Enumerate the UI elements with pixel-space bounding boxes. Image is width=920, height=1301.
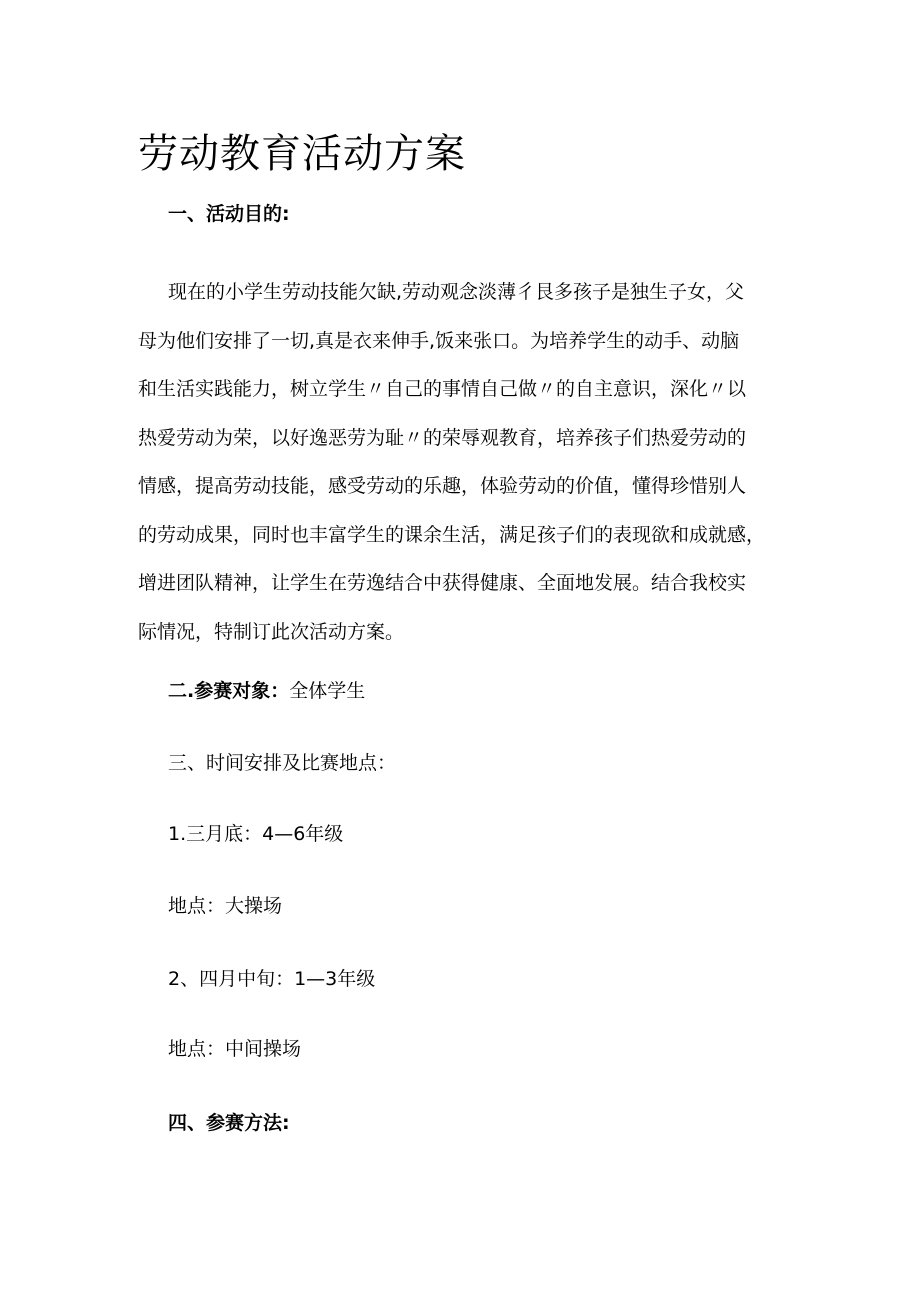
section3-item2-location: 地点：中间操场 (168, 1038, 302, 1060)
paragraph-line: 增进团队精神，让学生在劳逸结合中获得健康、全面地发展。结合我校实 (138, 572, 747, 594)
section3-item2: 2、四月中旬：1—3年级 (168, 968, 376, 990)
section2-value: 全体学生 (289, 680, 366, 702)
section3-item1: 1.三月底：4—6年级 (168, 823, 344, 845)
section2-heading: 二.参赛对象： (168, 680, 290, 702)
paragraph-line: 的劳动成果，同时也丰富学生的课余生活，满足孩子们的表现欲和成就感， (138, 523, 766, 546)
section3-heading: 三、时间安排及比赛地点： (168, 752, 397, 774)
section1-paragraph (138, 268, 788, 656)
paragraph-line: 情感，提高劳动技能，感受劳动的乐趣，体验劳动的价值，懂得珍惜别人 (138, 475, 747, 497)
section3-item1-location: 地点：大操场 (168, 895, 283, 917)
paragraph-line: 现在的小学生劳动技能欠缺,劳动观念淡薄彳艮多孩子是独生子女，父 (168, 281, 745, 303)
paragraph-line: 母为他们安排了一切,真是衣来伸手,饭来张口。为培养学生的动手、动脑 (138, 329, 740, 352)
paragraph-line: 际情况，特制订此次活动方案。 (138, 620, 405, 643)
section1-heading: 一、活动目的: (168, 203, 290, 225)
paragraph-line: 和生活实践能力，树立学生〃自己的事情自己做〃的自主意识，深化〃以 (138, 378, 747, 400)
section4-heading: 四、参赛方法: (168, 1112, 290, 1134)
document-title: 劳动教育活动方案 (138, 131, 466, 177)
section2-line (168, 678, 365, 704)
paragraph-line: 热爱劳动为荣，以好逸恶劳为耻〃的荣辱观教育，培养孩子们热爱劳动的 (138, 426, 747, 449)
